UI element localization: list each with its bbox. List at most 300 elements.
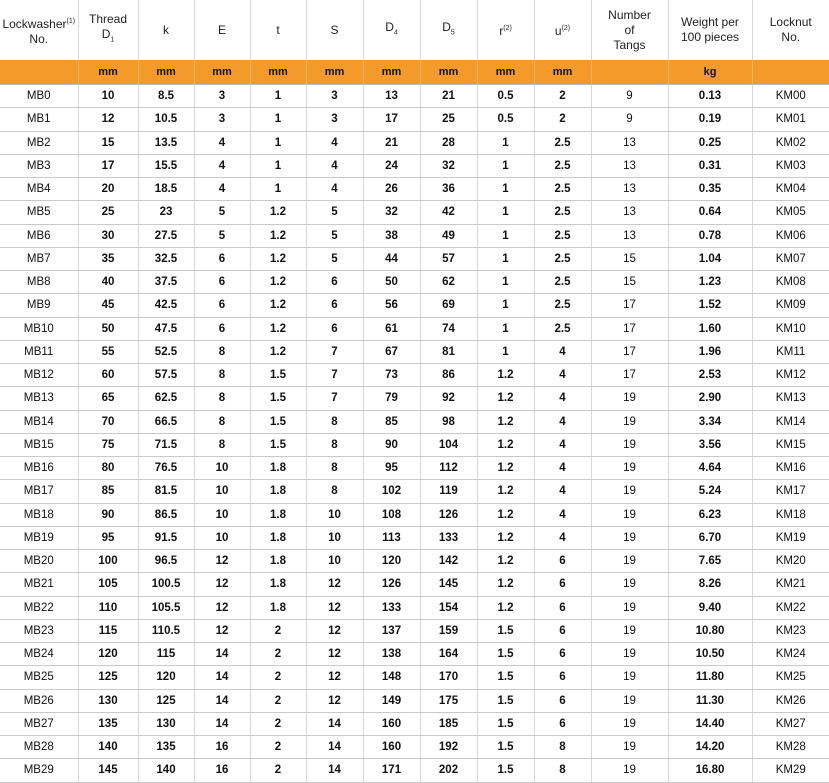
cell-locknut-no: KM02	[752, 131, 829, 154]
cell-r: 1.2	[477, 364, 534, 387]
cell-e: 8	[194, 364, 250, 387]
cell-s: 12	[306, 573, 363, 596]
table-row	[0, 573, 829, 596]
table-row	[0, 247, 829, 270]
cell-number-of-tangs: 19	[591, 759, 668, 782]
cell-d5: 104	[420, 433, 477, 456]
table-row	[0, 387, 829, 410]
cell-d4: 50	[363, 271, 420, 294]
cell-u: 6	[534, 666, 591, 689]
cell-d5: 98	[420, 410, 477, 433]
cell-d4: 13	[363, 85, 420, 108]
cell-weight: 6.23	[668, 503, 752, 526]
cell-u: 2.5	[534, 224, 591, 247]
cell-lockwasher-no: MB13	[0, 387, 78, 410]
cell-weight: 0.19	[668, 108, 752, 131]
cell-r: 1.2	[477, 433, 534, 456]
cell-k: 8.5	[138, 85, 194, 108]
cell-r: 1.2	[477, 550, 534, 573]
cell-number-of-tangs: 17	[591, 364, 668, 387]
table-row	[0, 154, 829, 177]
cell-s: 12	[306, 596, 363, 619]
cell-s: 5	[306, 224, 363, 247]
unit-cell	[0, 60, 78, 85]
cell-weight: 9.40	[668, 596, 752, 619]
cell-thread-d1: 40	[78, 271, 138, 294]
cell-d5: 62	[420, 271, 477, 294]
cell-u: 6	[534, 643, 591, 666]
cell-weight: 1.04	[668, 247, 752, 270]
cell-d5: 57	[420, 247, 477, 270]
cell-d4: 21	[363, 131, 420, 154]
cell-s: 10	[306, 550, 363, 573]
cell-d5: 21	[420, 85, 477, 108]
cell-t: 1.8	[250, 457, 306, 480]
cell-weight: 11.30	[668, 689, 752, 712]
cell-d5: 86	[420, 364, 477, 387]
unit-cell: mm	[477, 60, 534, 85]
cell-e: 10	[194, 480, 250, 503]
cell-t: 1.2	[250, 317, 306, 340]
cell-r: 1	[477, 317, 534, 340]
cell-thread-d1: 140	[78, 736, 138, 759]
cell-r: 0.5	[477, 108, 534, 131]
cell-d4: 67	[363, 340, 420, 363]
cell-k: 15.5	[138, 154, 194, 177]
cell-lockwasher-no: MB21	[0, 573, 78, 596]
cell-weight: 0.25	[668, 131, 752, 154]
cell-t: 1	[250, 154, 306, 177]
cell-r: 1.5	[477, 736, 534, 759]
cell-d4: 171	[363, 759, 420, 782]
cell-weight: 10.50	[668, 643, 752, 666]
cell-thread-d1: 105	[78, 573, 138, 596]
cell-locknut-no: KM08	[752, 271, 829, 294]
cell-e: 4	[194, 178, 250, 201]
cell-number-of-tangs: 15	[591, 271, 668, 294]
cell-thread-d1: 60	[78, 364, 138, 387]
cell-u: 2.5	[534, 271, 591, 294]
cell-s: 7	[306, 340, 363, 363]
cell-s: 14	[306, 759, 363, 782]
cell-lockwasher-no: MB27	[0, 712, 78, 735]
cell-locknut-no: KM28	[752, 736, 829, 759]
cell-t: 1	[250, 131, 306, 154]
cell-r: 1.5	[477, 619, 534, 642]
cell-r: 0.5	[477, 85, 534, 108]
cell-r: 1.2	[477, 526, 534, 549]
cell-d4: 102	[363, 480, 420, 503]
cell-e: 6	[194, 271, 250, 294]
cell-thread-d1: 65	[78, 387, 138, 410]
cell-u: 4	[534, 480, 591, 503]
cell-number-of-tangs: 19	[591, 596, 668, 619]
cell-lockwasher-no: MB3	[0, 154, 78, 177]
cell-locknut-no: KM23	[752, 619, 829, 642]
cell-k: 125	[138, 689, 194, 712]
cell-locknut-no: KM00	[752, 85, 829, 108]
cell-e: 14	[194, 666, 250, 689]
cell-d5: 32	[420, 154, 477, 177]
cell-lockwasher-no: MB20	[0, 550, 78, 573]
cell-e: 3	[194, 85, 250, 108]
cell-t: 1.2	[250, 247, 306, 270]
cell-number-of-tangs: 19	[591, 712, 668, 735]
cell-number-of-tangs: 19	[591, 573, 668, 596]
cell-u: 2.5	[534, 294, 591, 317]
cell-weight: 3.34	[668, 410, 752, 433]
cell-locknut-no: KM19	[752, 526, 829, 549]
cell-r: 1.2	[477, 457, 534, 480]
cell-k: 18.5	[138, 178, 194, 201]
cell-e: 10	[194, 503, 250, 526]
cell-number-of-tangs: 19	[591, 643, 668, 666]
cell-s: 3	[306, 85, 363, 108]
cell-e: 14	[194, 712, 250, 735]
cell-thread-d1: 50	[78, 317, 138, 340]
cell-locknut-no: KM26	[752, 689, 829, 712]
table-row	[0, 317, 829, 340]
cell-d4: 56	[363, 294, 420, 317]
cell-u: 8	[534, 759, 591, 782]
cell-thread-d1: 35	[78, 247, 138, 270]
cell-weight: 7.65	[668, 550, 752, 573]
cell-s: 4	[306, 154, 363, 177]
cell-u: 4	[534, 526, 591, 549]
cell-r: 1	[477, 178, 534, 201]
cell-weight: 14.20	[668, 736, 752, 759]
cell-d4: 95	[363, 457, 420, 480]
units-row	[0, 60, 829, 85]
cell-lockwasher-no: MB4	[0, 178, 78, 201]
cell-locknut-no: KM04	[752, 178, 829, 201]
cell-lockwasher-no: MB17	[0, 480, 78, 503]
cell-e: 14	[194, 689, 250, 712]
header-number-of-tangs: Number of Tangs	[591, 0, 668, 60]
table-row	[0, 294, 829, 317]
cell-r: 1.5	[477, 689, 534, 712]
cell-u: 4	[534, 387, 591, 410]
cell-u: 2.5	[534, 178, 591, 201]
cell-number-of-tangs: 19	[591, 526, 668, 549]
cell-u: 2	[534, 85, 591, 108]
cell-e: 10	[194, 526, 250, 549]
cell-lockwasher-no: MB18	[0, 503, 78, 526]
cell-thread-d1: 17	[78, 154, 138, 177]
table-row	[0, 666, 829, 689]
header-u: $u^{(2)}$	[534, 0, 591, 60]
table-row	[0, 550, 829, 573]
cell-thread-d1: 12	[78, 108, 138, 131]
unit-cell: mm	[306, 60, 363, 85]
cell-t: 1.5	[250, 410, 306, 433]
cell-k: 52.5	[138, 340, 194, 363]
unit-cell: mm	[420, 60, 477, 85]
cell-d5: 145	[420, 573, 477, 596]
cell-thread-d1: 45	[78, 294, 138, 317]
cell-d4: 73	[363, 364, 420, 387]
cell-weight: 0.31	[668, 154, 752, 177]
table-row	[0, 759, 829, 782]
table-body	[0, 85, 829, 783]
cell-k: 86.5	[138, 503, 194, 526]
cell-lockwasher-no: MB8	[0, 271, 78, 294]
unit-cell: mm	[534, 60, 591, 85]
cell-thread-d1: 15	[78, 131, 138, 154]
cell-k: 140	[138, 759, 194, 782]
cell-d4: 160	[363, 736, 420, 759]
cell-t: 1.2	[250, 201, 306, 224]
cell-thread-d1: 130	[78, 689, 138, 712]
cell-u: 8	[534, 736, 591, 759]
cell-locknut-no: KM12	[752, 364, 829, 387]
header-k: k	[138, 0, 194, 60]
cell-r: 1	[477, 154, 534, 177]
cell-e: 8	[194, 340, 250, 363]
cell-s: 8	[306, 410, 363, 433]
cell-k: 23	[138, 201, 194, 224]
cell-s: 12	[306, 619, 363, 642]
table-row	[0, 271, 829, 294]
cell-u: 4	[534, 410, 591, 433]
cell-s: 8	[306, 433, 363, 456]
table-row	[0, 736, 829, 759]
cell-u: 4	[534, 340, 591, 363]
cell-d5: 49	[420, 224, 477, 247]
cell-e: 10	[194, 457, 250, 480]
cell-thread-d1: 80	[78, 457, 138, 480]
cell-lockwasher-no: MB11	[0, 340, 78, 363]
unit-cell	[752, 60, 829, 85]
cell-k: 42.5	[138, 294, 194, 317]
cell-weight: 8.26	[668, 573, 752, 596]
cell-d5: 154	[420, 596, 477, 619]
cell-t: 1.2	[250, 294, 306, 317]
cell-number-of-tangs: 19	[591, 480, 668, 503]
cell-r: 1.2	[477, 480, 534, 503]
cell-s: 3	[306, 108, 363, 131]
cell-s: 5	[306, 201, 363, 224]
cell-d5: 69	[420, 294, 477, 317]
cell-d5: 81	[420, 340, 477, 363]
cell-number-of-tangs: 19	[591, 550, 668, 573]
cell-u: 4	[534, 364, 591, 387]
cell-r: 1.2	[477, 573, 534, 596]
cell-number-of-tangs: 15	[591, 247, 668, 270]
cell-locknut-no: KM18	[752, 503, 829, 526]
cell-d5: 28	[420, 131, 477, 154]
cell-k: 13.5	[138, 131, 194, 154]
cell-d4: 32	[363, 201, 420, 224]
cell-e: 5	[194, 201, 250, 224]
cell-t: 1.8	[250, 503, 306, 526]
cell-t: 1	[250, 108, 306, 131]
cell-d4: 113	[363, 526, 420, 549]
cell-d4: 160	[363, 712, 420, 735]
cell-d4: 137	[363, 619, 420, 642]
cell-d5: 36	[420, 178, 477, 201]
cell-k: 37.5	[138, 271, 194, 294]
cell-number-of-tangs: 17	[591, 317, 668, 340]
cell-s: 14	[306, 736, 363, 759]
cell-lockwasher-no: MB25	[0, 666, 78, 689]
cell-t: 1.5	[250, 364, 306, 387]
cell-thread-d1: 145	[78, 759, 138, 782]
cell-thread-d1: 10	[78, 85, 138, 108]
cell-r: 1	[477, 201, 534, 224]
cell-d5: 175	[420, 689, 477, 712]
cell-number-of-tangs: 19	[591, 433, 668, 456]
cell-d5: 164	[420, 643, 477, 666]
cell-t: 1	[250, 178, 306, 201]
cell-e: 8	[194, 410, 250, 433]
cell-d4: 149	[363, 689, 420, 712]
cell-d4: 120	[363, 550, 420, 573]
cell-number-of-tangs: 17	[591, 294, 668, 317]
cell-t: 1.5	[250, 387, 306, 410]
cell-k: 110.5	[138, 619, 194, 642]
cell-e: 12	[194, 619, 250, 642]
table-row	[0, 131, 829, 154]
cell-u: 6	[534, 550, 591, 573]
cell-r: 1.2	[477, 596, 534, 619]
cell-d4: 26	[363, 178, 420, 201]
cell-weight: 3.56	[668, 433, 752, 456]
cell-thread-d1: 135	[78, 712, 138, 735]
cell-weight: 0.64	[668, 201, 752, 224]
cell-d5: 192	[420, 736, 477, 759]
cell-locknut-no: KM17	[752, 480, 829, 503]
cell-t: 1.8	[250, 573, 306, 596]
cell-u: 4	[534, 457, 591, 480]
cell-s: 12	[306, 689, 363, 712]
cell-s: 6	[306, 294, 363, 317]
cell-r: 1.2	[477, 503, 534, 526]
cell-number-of-tangs: 17	[591, 340, 668, 363]
cell-locknut-no: KM01	[752, 108, 829, 131]
cell-k: 66.5	[138, 410, 194, 433]
table-row	[0, 526, 829, 549]
cell-locknut-no: KM10	[752, 317, 829, 340]
cell-d5: 112	[420, 457, 477, 480]
cell-d4: 17	[363, 108, 420, 131]
cell-locknut-no: KM29	[752, 759, 829, 782]
cell-r: 1	[477, 131, 534, 154]
cell-locknut-no: KM07	[752, 247, 829, 270]
cell-d4: 85	[363, 410, 420, 433]
cell-weight: 1.96	[668, 340, 752, 363]
cell-r: 1	[477, 340, 534, 363]
cell-t: 2	[250, 643, 306, 666]
cell-k: 71.5	[138, 433, 194, 456]
cell-locknut-no: KM25	[752, 666, 829, 689]
cell-number-of-tangs: 19	[591, 387, 668, 410]
header-weight: Weight per 100 pieces	[668, 0, 752, 60]
cell-number-of-tangs: 13	[591, 224, 668, 247]
cell-number-of-tangs: 19	[591, 503, 668, 526]
cell-r: 1.2	[477, 410, 534, 433]
cell-locknut-no: KM27	[752, 712, 829, 735]
cell-number-of-tangs: 19	[591, 410, 668, 433]
cell-weight: 14.40	[668, 712, 752, 735]
table-row	[0, 85, 829, 108]
cell-k: 76.5	[138, 457, 194, 480]
cell-s: 4	[306, 131, 363, 154]
table-row	[0, 596, 829, 619]
cell-lockwasher-no: MB14	[0, 410, 78, 433]
cell-u: 2.5	[534, 131, 591, 154]
cell-lockwasher-no: MB15	[0, 433, 78, 456]
cell-e: 8	[194, 387, 250, 410]
cell-thread-d1: 30	[78, 224, 138, 247]
cell-k: 10.5	[138, 108, 194, 131]
cell-d4: 90	[363, 433, 420, 456]
cell-d5: 42	[420, 201, 477, 224]
cell-t: 2	[250, 689, 306, 712]
cell-t: 1	[250, 85, 306, 108]
cell-number-of-tangs: 19	[591, 666, 668, 689]
cell-e: 6	[194, 317, 250, 340]
cell-d4: 148	[363, 666, 420, 689]
cell-s: 6	[306, 317, 363, 340]
cell-t: 2	[250, 666, 306, 689]
cell-weight: 0.13	[668, 85, 752, 108]
cell-thread-d1: 90	[78, 503, 138, 526]
cell-thread-d1: 70	[78, 410, 138, 433]
header-s: S	[306, 0, 363, 60]
cell-thread-d1: 95	[78, 526, 138, 549]
table-row	[0, 689, 829, 712]
cell-e: 12	[194, 550, 250, 573]
cell-locknut-no: KM11	[752, 340, 829, 363]
cell-u: 2	[534, 108, 591, 131]
cell-s: 5	[306, 247, 363, 270]
header-d4: $D_4$	[363, 0, 420, 60]
cell-lockwasher-no: MB26	[0, 689, 78, 712]
cell-lockwasher-no: MB2	[0, 131, 78, 154]
cell-e: 6	[194, 294, 250, 317]
cell-u: 6	[534, 689, 591, 712]
cell-lockwasher-no: MB7	[0, 247, 78, 270]
cell-s: 12	[306, 643, 363, 666]
cell-thread-d1: 125	[78, 666, 138, 689]
cell-s: 12	[306, 666, 363, 689]
cell-t: 1.8	[250, 480, 306, 503]
cell-t: 2	[250, 736, 306, 759]
table-row	[0, 201, 829, 224]
cell-weight: 2.53	[668, 364, 752, 387]
cell-d5: 25	[420, 108, 477, 131]
cell-d4: 61	[363, 317, 420, 340]
cell-s: 10	[306, 526, 363, 549]
cell-number-of-tangs: 9	[591, 85, 668, 108]
cell-s: 7	[306, 364, 363, 387]
cell-e: 3	[194, 108, 250, 131]
cell-number-of-tangs: 19	[591, 457, 668, 480]
cell-r: 1.5	[477, 666, 534, 689]
cell-locknut-no: KM21	[752, 573, 829, 596]
cell-thread-d1: 110	[78, 596, 138, 619]
header-thread: Thread $D_1$	[78, 0, 138, 60]
cell-e: 16	[194, 759, 250, 782]
cell-locknut-no: KM05	[752, 201, 829, 224]
cell-k: 32.5	[138, 247, 194, 270]
unit-cell: mm	[138, 60, 194, 85]
cell-t: 1.8	[250, 526, 306, 549]
cell-number-of-tangs: 19	[591, 689, 668, 712]
cell-t: 2	[250, 759, 306, 782]
table-row	[0, 364, 829, 387]
